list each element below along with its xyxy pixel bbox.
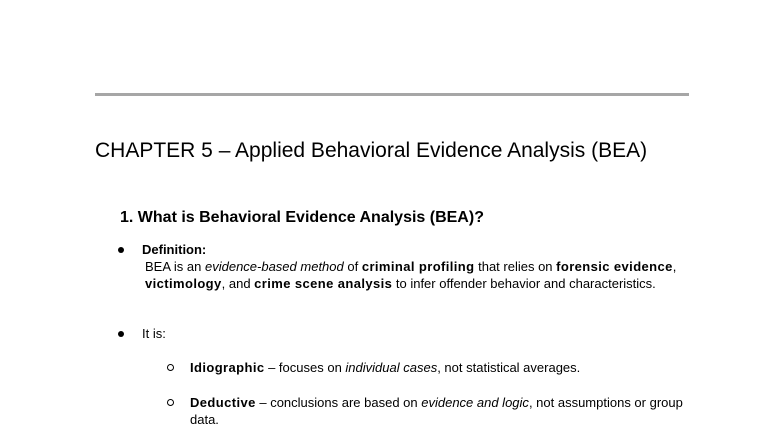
definition-label: Definition:	[142, 242, 207, 257]
definition-item	[142, 241, 682, 292]
idiographic-item: Idiographic – focuses on individual cases, not statistical averages.	[190, 360, 581, 375]
it-is-label: It is:	[142, 326, 166, 341]
header-rule	[95, 93, 689, 96]
definition-body: BEA is an evidence-based method of criminal profiling that relies on forensic evidence, victimology, and crime scene analysis to infer offender behavior and characteristics.	[145, 259, 677, 291]
section-heading: 1. What is Behavioral Evidence Analysis (BEA)?	[120, 209, 484, 226]
bullet-it-is	[118, 331, 124, 337]
idiographic-term: Idiographic	[190, 360, 265, 375]
deductive-item: Deductive – conclusions are based on evidence and logic, not assumptions or group data.	[190, 395, 683, 427]
sub-bullet-idiographic	[167, 364, 174, 371]
deductive-term: Deductive	[190, 395, 256, 410]
chapter-title: CHAPTER 5 – Applied Behavioral Evidence Analysis (BEA)	[95, 139, 648, 162]
sub-bullet-deductive	[167, 399, 174, 406]
bullet-definition	[118, 247, 124, 253]
